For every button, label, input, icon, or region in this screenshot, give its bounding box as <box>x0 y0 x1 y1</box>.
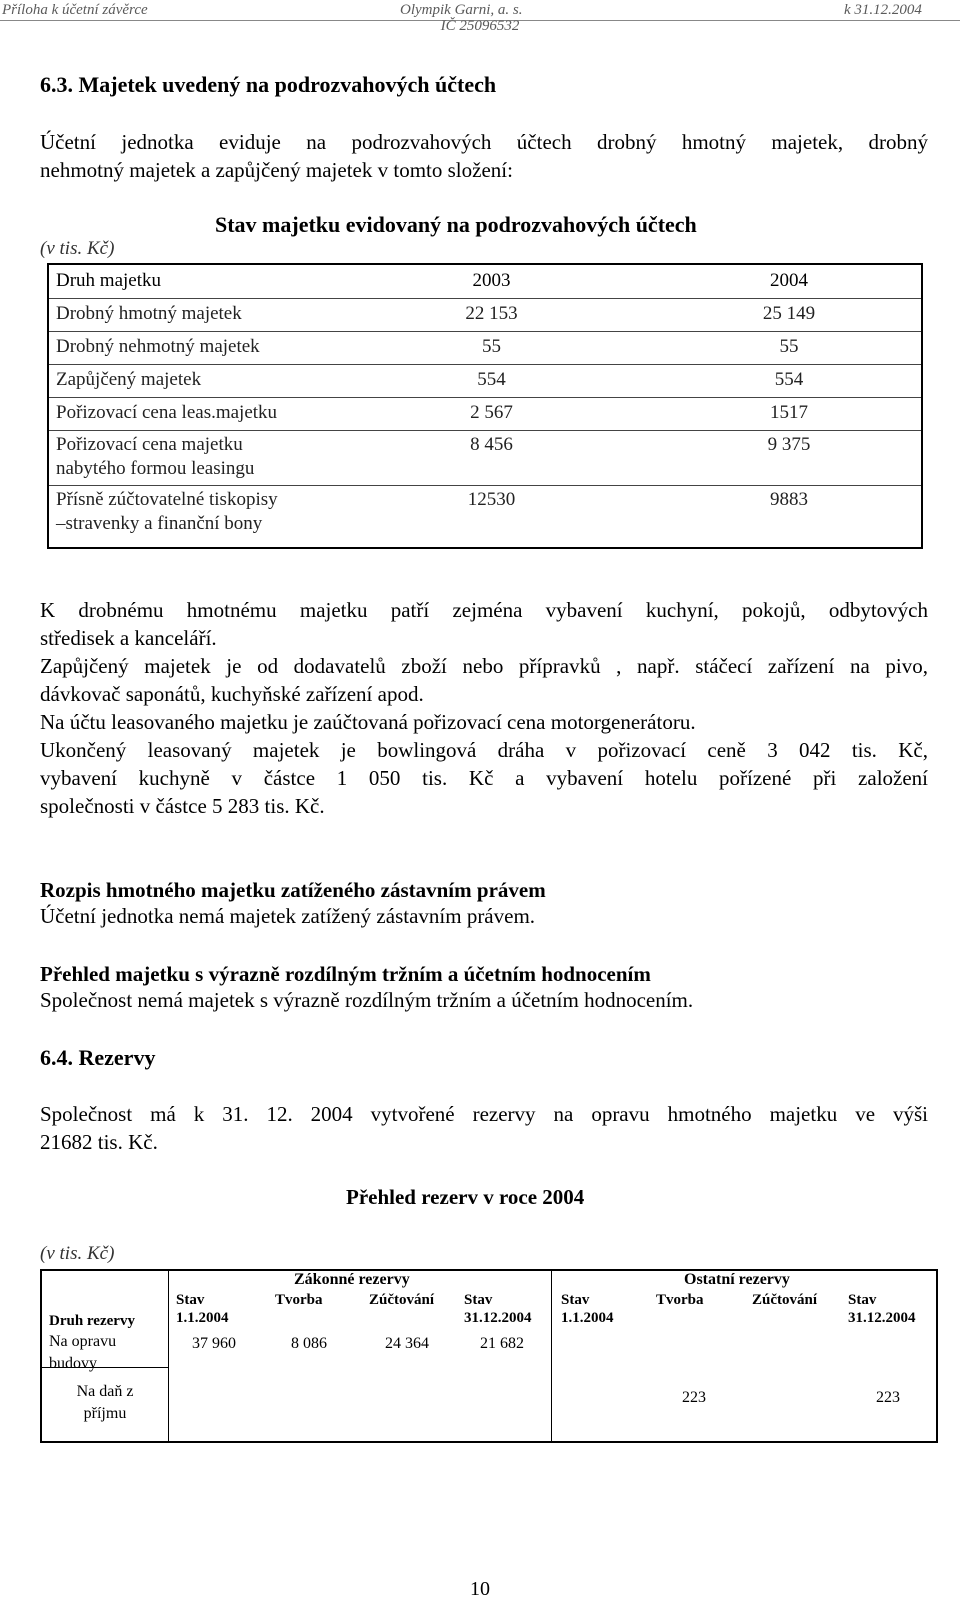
row-label: Drobný nehmotný majetek <box>56 336 260 357</box>
row-label: Drobný hmotný majetek <box>56 303 242 324</box>
row1-label-cont: budovy <box>49 1355 97 1372</box>
intro-line-2: nehmotný majetek a zapůjčený majetek v tomto složení: <box>40 158 513 182</box>
row-value-2004: 9883 <box>770 489 808 510</box>
section-6-4-title: 6.4. Rezervy <box>40 1045 156 1070</box>
row1-z-zuctovani: 24 364 <box>385 1335 429 1352</box>
row2-o-stav-end: 223 <box>876 1389 900 1406</box>
row-value-2003: 55 <box>482 336 501 357</box>
reserves-line-2: 21682 tis. Kč. <box>40 1130 158 1154</box>
header-left: Příloha k účetní závěrce <box>2 2 148 18</box>
pledge-text: Účetní jednotka nemá majetek zatížený zástavním právem. <box>40 904 536 928</box>
sub-date-start: 1.1.2004 <box>176 1310 229 1326</box>
row2-o-tvorba: 223 <box>682 1389 706 1406</box>
table-rule <box>49 364 921 365</box>
row-label: Zapůjčený majetek <box>56 369 202 390</box>
row-value-2004: 9 375 <box>767 434 811 455</box>
intro-line-1: Účetní jednotka eviduje na podrozvahových účtech drobný hmotný majetek, drobný <box>40 130 928 154</box>
row-label: Pořizovací cena leas.majetku <box>56 402 278 423</box>
p2-line-1: Zapůjčený majetek je od dodavatelů zboží nebo přípravků , např. stáčecí zařízení na pivo, <box>40 654 928 678</box>
table-rule <box>49 331 921 332</box>
table-rule <box>551 1271 552 1441</box>
p1-line-2: středisek a kanceláří. <box>40 626 217 650</box>
section-6-3-title: 6.3. Majetek uvedený na podrozvahových účtech <box>40 72 497 97</box>
sub-stav-end: Stav <box>848 1292 877 1308</box>
sub-stav-end: Stav <box>464 1292 493 1308</box>
row1-z-stav-end: 21 682 <box>480 1335 524 1352</box>
table-rule <box>168 1271 169 1441</box>
row-label: Pořizovací cena majetku <box>56 434 243 455</box>
sub-tvorba: Tvorba <box>275 1292 323 1308</box>
p1-line-1: K drobnému hmotnému majetku patří zejména vybavení kuchyní, pokojů, odbytových <box>40 598 928 622</box>
sub-date-end: 31.12.2004 <box>848 1310 916 1326</box>
header-ico: IČ 25096532 <box>440 18 520 34</box>
assets-unit: (v tis. Kč) <box>40 238 115 259</box>
assets-table <box>47 263 923 549</box>
row-label: Přísně zúčtovatelné tiskopisy <box>56 489 278 510</box>
header-2004: 2004 <box>770 270 808 291</box>
reserves-line-1: Společnost má k 31. 12. 2004 vytvořené rezervy na opravu hmotného majetku ve výši <box>40 1102 928 1126</box>
p4-line-2: vybavení kuchyně v částce 1 050 tis. Kč a vybavení hotelu pořízené při založení <box>40 766 928 790</box>
row2-label: Na daň z <box>76 1383 134 1400</box>
market-text: Společnost nemá majetek s výrazně rozdílným tržním a účetním hodnocením. <box>40 988 694 1012</box>
sub-tvorba: Tvorba <box>656 1292 704 1308</box>
row-value-2004: 554 <box>774 369 804 390</box>
table-rule <box>49 485 921 486</box>
table-rule <box>49 298 921 299</box>
row-value-2003: 554 <box>477 369 506 390</box>
row-value-2003: 12530 <box>467 489 516 510</box>
row-value-2004: 1517 <box>770 402 808 423</box>
sub-date-start: 1.1.2004 <box>561 1310 614 1326</box>
col-druh-rezervy: Druh rezervy <box>49 1313 135 1329</box>
pledge-title: Rozpis hmotného majetku zatíženého zástavním právem <box>40 878 546 902</box>
row-value-2003: 22 153 <box>465 303 518 324</box>
row1-z-stav: 37 960 <box>192 1335 236 1352</box>
market-title: Přehled majetku s výrazně rozdílným tržním a účetním hodnocením <box>40 962 651 986</box>
header-center: Olympik Garni, a. s. <box>400 2 523 18</box>
sub-stav: Stav <box>176 1292 205 1308</box>
row1-z-tvorba: 8 086 <box>291 1335 327 1352</box>
table-rule <box>49 430 921 431</box>
p4-line-1: Ukončený leasovaný majetek je bowlingová dráha v pořizovací ceně 3 042 tis. Kč, <box>40 738 928 762</box>
page-number: 10 <box>470 1578 490 1600</box>
sub-date-end: 31.12.2004 <box>464 1310 532 1326</box>
row-value-2004: 25 149 <box>762 303 816 324</box>
row2-label-cont: příjmu <box>83 1405 127 1422</box>
row1-label: Na opravu <box>49 1333 117 1350</box>
row-value-2003: 2 567 <box>470 402 513 423</box>
sub-zuctovani: Zúčtování <box>369 1292 435 1308</box>
header-2003: 2003 <box>472 270 511 291</box>
row-label-cont: nabytého formou leasingu <box>56 458 255 479</box>
p4-line-3: společnosti v částce 5 283 tis. Kč. <box>40 794 325 818</box>
group-ostatni: Ostatní rezervy <box>684 1271 790 1288</box>
row-value-2003: 8 456 <box>470 434 513 455</box>
reserves-unit: (v tis. Kč) <box>40 1243 115 1264</box>
assets-table-title: Stav majetku evidovaný na podrozvahových účtech <box>215 212 697 237</box>
sub-zuctovani: Zúčtování <box>752 1292 818 1308</box>
header-druh: Druh majetku <box>56 270 162 291</box>
row-label-cont: –stravenky a finanční bony <box>56 513 263 534</box>
reserves-table-title: Přehled rezerv v roce 2004 <box>346 1185 585 1209</box>
reserves-table <box>40 1269 938 1443</box>
p3: Na účtu leasovaného majetku je zaúčtovaná pořizovací cena motorgenerátoru. <box>40 710 696 734</box>
header-right: k 31.12.2004 <box>844 2 922 18</box>
group-zakonne: Zákonné rezervy <box>294 1271 410 1288</box>
table-rule <box>49 397 921 398</box>
p2-line-2: dávkovač saponátů, kuchyňské zařízení apod. <box>40 682 424 706</box>
sub-stav: Stav <box>561 1292 590 1308</box>
row-value-2004: 55 <box>779 336 799 357</box>
